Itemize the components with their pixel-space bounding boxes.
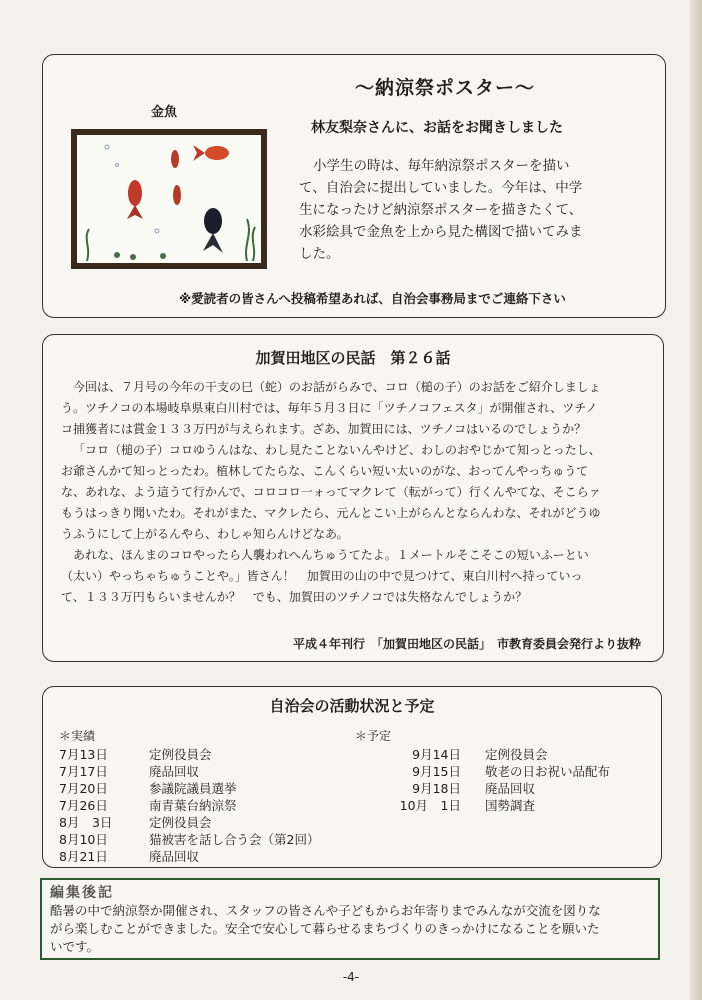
editor-line: いです。 <box>50 939 100 954</box>
poster-section <box>42 54 666 318</box>
activity-event: 廃品回収 <box>149 764 200 779</box>
activity-row <box>59 814 319 831</box>
submission-note: ※愛読者の皆さんへ投稿希望あれば、自治会事務局までご連絡下さい <box>179 291 566 306</box>
folk-tale-section <box>42 334 664 662</box>
activity-date: 8月 3日 <box>59 815 113 830</box>
activity-event: 廃品回収 <box>149 849 200 864</box>
poster-body <box>299 155 645 265</box>
goldfish-red-1 <box>127 180 143 219</box>
folk-line: う。ツチノコの本場岐阜県東白川村では、毎年５月３日に「ツチノコフェスタ」が開催され、ツチノ <box>61 401 598 415</box>
activity-row <box>59 763 319 780</box>
page-edge-shadow <box>690 0 702 1000</box>
activity-event: 定例役員会 <box>149 747 212 762</box>
future-label: ＊予定 <box>355 729 392 743</box>
poster-line: 水彩絵具で金魚を上から見た構図で描いてみま <box>299 224 583 240</box>
activity-date: 8月21日 <box>59 849 108 864</box>
past-label: ＊実績 <box>59 729 96 743</box>
folk-line: もうはっきり聞いたわ。それがまた、マクレたら、元んとこい上がらんとならんわな、それがどうゆ <box>61 506 601 520</box>
activity-event: 敬老の日お祝い品配布 <box>485 764 611 779</box>
editor-note-title: 編集後記 <box>50 885 114 901</box>
activity-date: 7月13日 <box>59 747 108 762</box>
activity-event: 国勢調査 <box>485 798 536 813</box>
activity-date: 8月10日 <box>59 832 108 847</box>
folk-line: あれな、ほんまのコロやったら人襲われへんちゅうてたよ。１メートルそこそこの短いふーとい <box>73 548 589 562</box>
activity-event: 参議院議員選挙 <box>149 781 237 796</box>
goldfish-illustration <box>77 135 261 263</box>
activity-section <box>42 686 662 868</box>
activity-event: 南青葉台納涼祭 <box>149 798 237 813</box>
activity-row <box>355 746 610 763</box>
activity-date: 7月17日 <box>59 764 108 779</box>
folk-tale-body <box>61 377 649 608</box>
goldfish-red-2 <box>193 145 229 161</box>
editor-note-body <box>50 902 650 956</box>
activity-row <box>59 780 319 797</box>
folk-line: 「コロ（槌の子）コロゆうんはな、わし見たことないんやけど、わしのおやじかて知っとったし、 <box>73 443 601 457</box>
activity-title: 自治会の活動状況と予定 <box>269 697 435 715</box>
goldfish-painting <box>71 129 267 269</box>
activity-date: 10月 1日 <box>399 798 461 813</box>
folk-line: 今回は、７月号の今年の干支の巳（蛇）のお話がらみで、コロ（槌の子）のお話をご紹介しましょ <box>73 380 601 394</box>
goldfish-red-3 <box>171 150 181 205</box>
activity-date: 9月18日 <box>412 781 461 796</box>
activity-event: 定例役員会 <box>485 747 548 762</box>
past-activities <box>59 727 319 865</box>
folk-tale-source: 平成４年刊行 「加賀田地区の民話」 市教育委員会発行より抜粋 <box>292 637 641 651</box>
folk-line: お爺さんかて知っとったわ。植林してたらな、こんくらい短い太いのがな、おってんやっちゅうて <box>61 464 589 478</box>
painting-caption: 金魚 <box>151 105 178 120</box>
activity-row <box>59 797 319 814</box>
editor-line: 酷暑の中で納涼祭か開催され、スタッフの皆さんや子どもからお年寄りまでみんなが交流を図りな <box>50 903 601 918</box>
editor-line: がら楽しむことができました。安全で安心して暮らせるまちづくりのきっかけになることを願いた <box>50 921 600 936</box>
activity-event: 定例役員会 <box>149 815 212 830</box>
pebbles <box>114 252 166 260</box>
painting-canvas <box>77 135 261 263</box>
activity-row <box>355 763 610 780</box>
activity-row <box>59 746 319 763</box>
editor-note-section <box>40 878 660 960</box>
activity-row <box>59 831 319 848</box>
future-activities <box>355 727 610 814</box>
poster-title: ～納涼祭ポスター～ <box>355 77 536 99</box>
poster-line: した。 <box>299 246 340 262</box>
folk-line: て、１３３万円もらいませんか？ でも、加賀田のツチノコでは失格なんでしょうか？ <box>61 590 528 604</box>
activity-date: 9月14日 <box>412 747 461 762</box>
poster-line: て、自治会に提出していました。今年は、中学 <box>299 180 583 196</box>
poster-subtitle: 林友梨奈さんに、お話をお聞きしました <box>311 120 563 136</box>
poster-line: 小学生の時は、毎年納涼祭ポスターを描い <box>313 158 570 174</box>
activity-row <box>355 797 610 814</box>
folk-line: コ捕獲者には賞金１３３万円が与えられます。ざあ、加賀田には、ツチノコはいるのでしょうか？ <box>61 422 587 436</box>
activity-row <box>59 848 319 865</box>
folk-tale-title: 加賀田地区の民話 第２６話 <box>255 349 451 367</box>
activity-date: 9月15日 <box>412 764 461 779</box>
activity-event: 廃品回収 <box>485 781 536 796</box>
activity-event: 猫被害を話し合う会（第2回） <box>149 832 320 847</box>
folk-line: な、あれな、よう這うて行かんで、コロコロ一ォってマクレて（転がって）行くんやてな、そこらァ <box>61 485 601 499</box>
folk-line: うふうにして上がるんやら、わしゃ知らんけどなあ。 <box>61 527 349 541</box>
goldfish-black <box>203 208 223 253</box>
activity-date: 7月20日 <box>59 781 108 796</box>
activity-date: 7月26日 <box>59 798 108 813</box>
folk-line: （太い）やっちゃちゅうことや。」皆さん！ 加賀田の山の中で見つけて、東白川村へ持っていっ <box>61 569 583 583</box>
poster-line: 生になったけど納涼祭ポスターを描きたくて、 <box>299 202 583 218</box>
page-number: -4- <box>342 970 360 984</box>
water-plant <box>87 219 255 261</box>
activity-row <box>355 780 610 797</box>
